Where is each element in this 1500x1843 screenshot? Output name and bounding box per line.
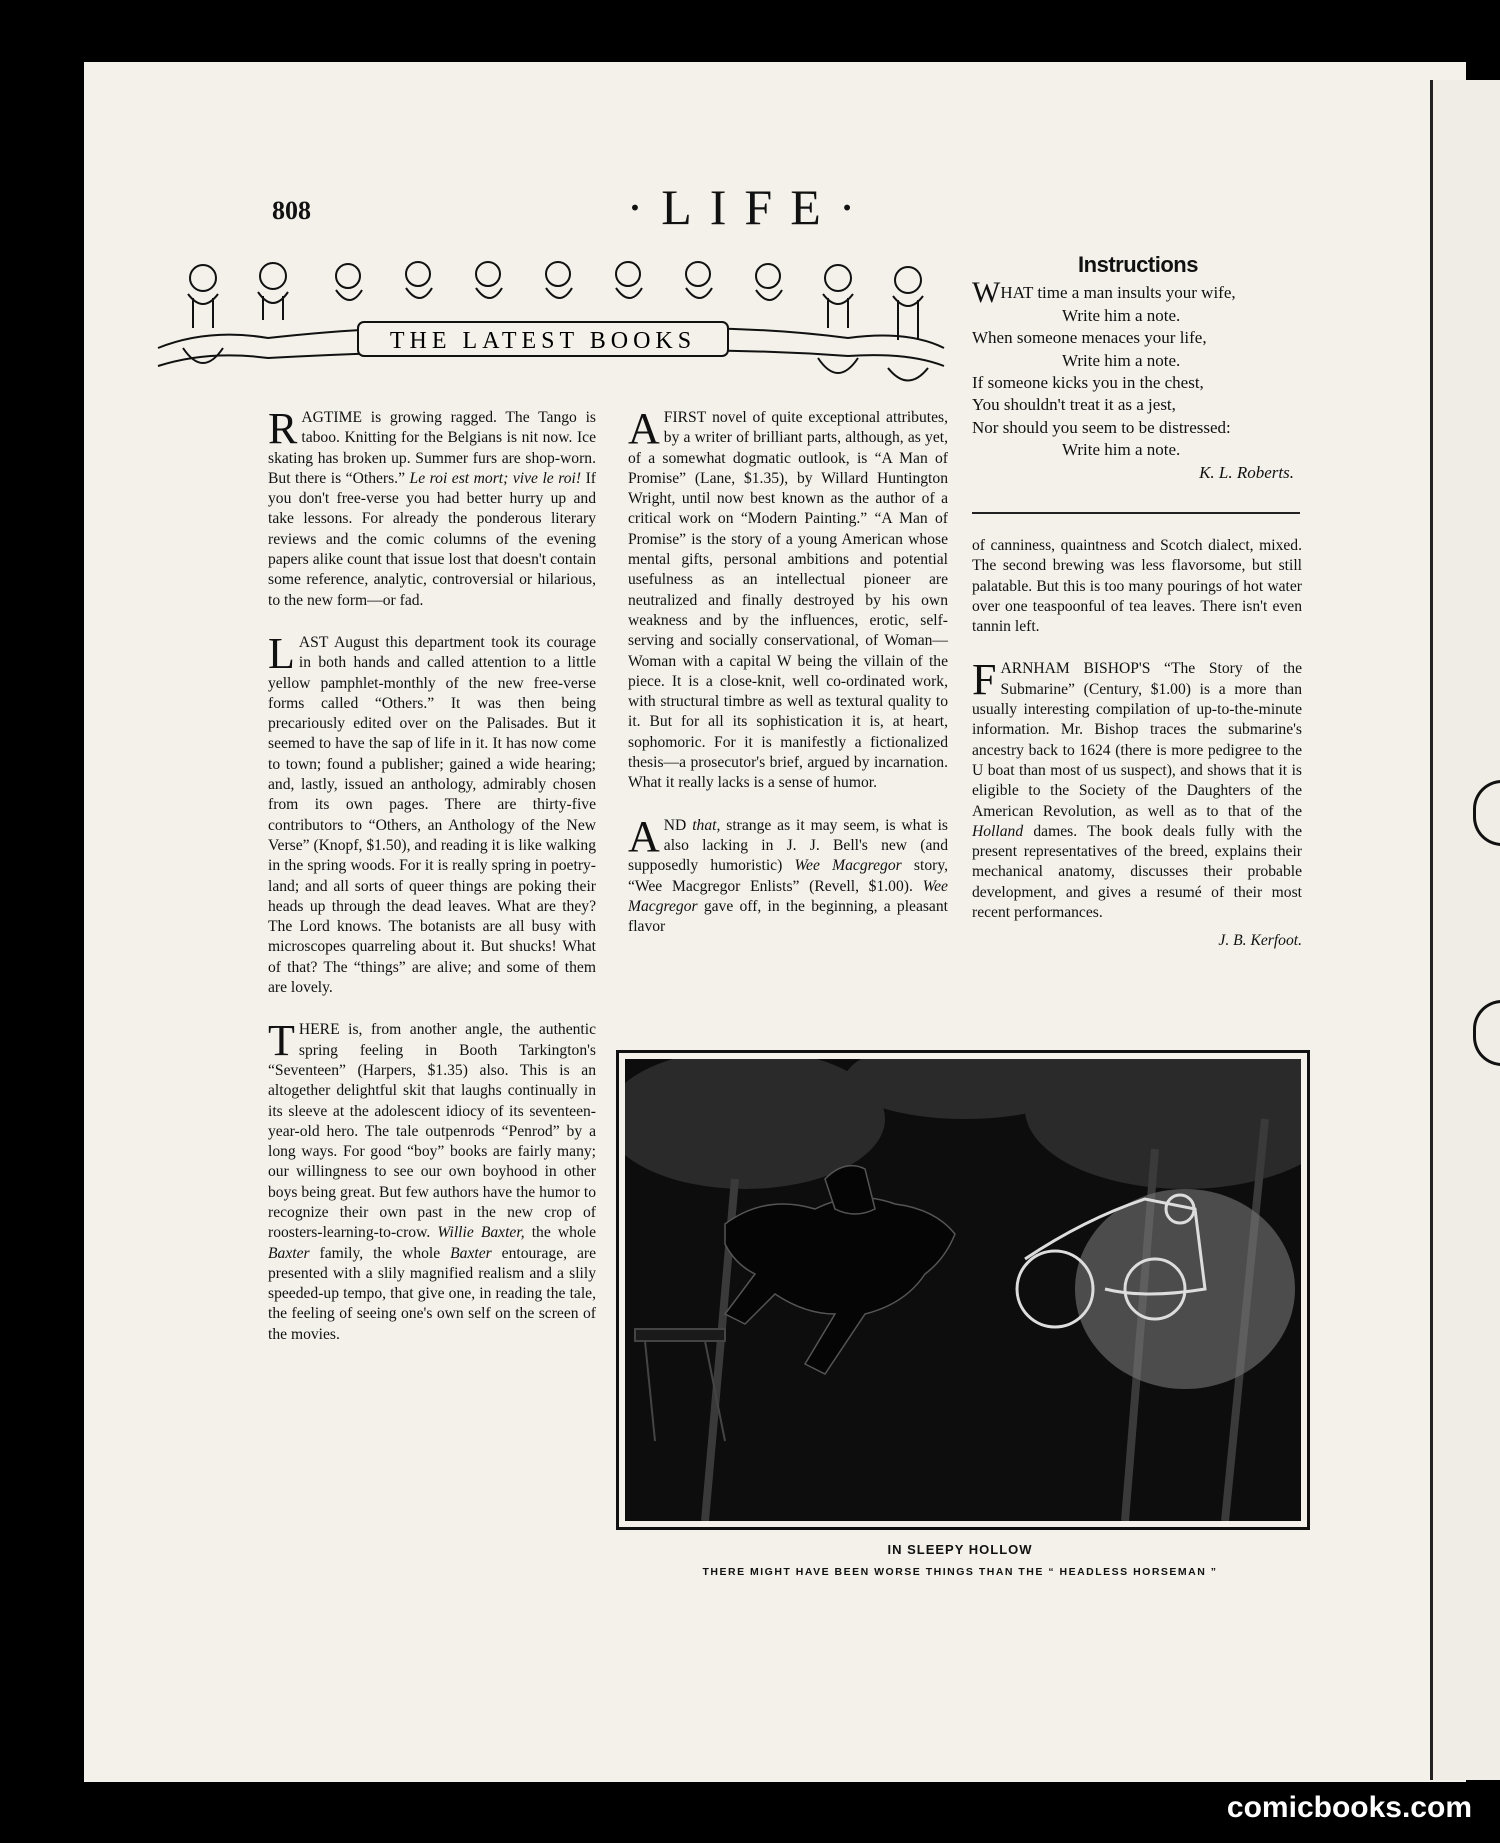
review-signature: J. B. Kerfoot. [1218,932,1302,950]
ornament-mark [1473,780,1500,846]
illustration-caption-title: IN SLEEPY HOLLOW [887,1542,1033,1557]
poem-line: Write him a note. [1062,350,1181,370]
watermark-link[interactable]: comicbooks.com [1226,1791,1472,1824]
drop-cap: F [972,655,997,705]
latest-books-banner [148,258,954,394]
poem-instructions [972,254,1304,484]
illustration-sleepy-hollow [616,1050,1310,1530]
poem-line: Write him a note. [1062,440,1181,460]
drop-cap: T [268,1016,295,1066]
masthead-title: ·LIFE· [626,179,874,235]
drop-cap: A [628,404,660,453]
column-1 [268,404,597,1367]
poem-author: K. L. Roberts. [1199,462,1294,482]
headless-horseman-image [625,1059,1301,1521]
adjacent-page-edge [1430,80,1500,1780]
poem-line: You shouldn't treat it as a jest, [972,395,1176,415]
poem-line: Nor should you seem to be distressed: [972,417,1231,437]
paragraph-canniness: of canniness, quaintness and Scotch dialect, mixed. The second brewing was less flavorsome, but still palatable. But this is too many pourings of hot water over one teaspoonful of tea leaves. There isn't even tannin left. [972,537,1302,636]
paragraph-others: LAST August this department took its courage in both hands and called attention to a little yellow pamphlet-monthly of the new free-verse forms called “Others.” It was then being precariously edited over on the Palisades. But it seemed to have the sap of life in it. It has now come to town; found a publisher; gained a wide hearing; and, lastly, issued an anthology, admirably chosen from its own pages. There are thirty-five contributors to “Others, an Anthology of the New Verse” (Knopf, $1.50), and reading it is like walking in the spring woods. For it is really spring in poetry-land; and all sorts of queer things are poking their heads up through the dead leaves. What are they? The Lord knows. The botanists are all busy with microscopes quarreling about it. But shucks! What of that? The “things” are alive; and some of them are lovely. [268,628,596,997]
poem-line: If someone kicks you in the chest, [972,373,1204,393]
page-number: 808 [272,196,311,225]
drop-cap: L [268,628,295,678]
poem-line: When someone menaces your life, [972,328,1207,348]
drop-cap: A [628,811,660,861]
column-2 [628,404,949,959]
column-3 [972,536,1302,952]
paragraph-man-of-promise: AFIRST novel of quite exceptional attributes, by a writer of brilliant parts, although, as yet, of a somewhat dogmatic outlook, is “A Man of Promise” (Lane, $1.35), by Willard Huntington Wright, until now best known as the author of a critical work on “Modern Painting.” “A Man of Promise” is the story of a young American whose mental gifts, personal ambitions and potential usefulness as an intellectual pioneer are neutralized and finally destroyed by his own weakness and by the influences, erotic, self-serving and socially conservational, of Woman—Woman with a capital W being the villain of the piece. It is a close-knit, well co-ordinated work, with structural timbre as well as textural quality to it. But for all its sophistication it is, at heart, sophomoric. For it is manifestly a fictionalized thesis—a prosecutor's brief, argued by incarnation. What it really lacks is a sense of humor. [628,404,948,792]
banner-title: THE LATEST BOOKS [389,328,697,354]
drop-cap: R [268,404,298,453]
divider-rule [972,512,1300,514]
paragraph-submarine: FARNHAM BISHOP'S “The Story of the Submarine” (Century, $1.00) is a more than usually interesting compilation of up-to-the-minute information. Mr. Bishop traces the submarine's ancestry back to 1624 (there is more pedigree to the U boat than most of us suspect), and shows that it is eligible to the Society of the Daughters of the American Revolution, as well as to that of the Holland dames. The book deals fully with the present representatives of the breed, explains their mechanical anatomy, discusses their probable development, and gives a resumé of their most recent performances. [972,655,1302,922]
poem-line: WHAT time a man insults your wife, [972,276,1236,310]
illustration-caption-subtitle: THERE MIGHT HAVE BEEN WORSE THINGS THAN THE “ HEADLESS HORSEMAN ” [702,1566,1218,1578]
poem-line: Write him a note. [1062,305,1181,325]
paragraph-ragtime: RAGTIME is growing ragged. The Tango is taboo. Knitting for the Belgians is nit now. Ice skating has broken up. Summer furs are shop-worn. But there is “Others.” Le roi est mort; vive le roi! If you don't free-verse you had better hurry up and take lessons. For already the ponderous literary reviews and the comic columns of the evening papers alike count that issue lost that doesn't contain some reference, analytic, controversial or hilarious, to the new form—or fad. [268,404,596,609]
paragraph-seventeen: THERE is, from another angle, the authentic spring feeling in Booth Tarkington's “Seventeen” (Harpers, $1.35) also. This is an altogether delightful skit that laughs continually in its sleeve at the adolescent idiocy of its seventeen-year-old hero. The tale outpenrods “Penrod” by a long ways. For good “boy” books are fairly many; our willingness to see our own boyhood in other boys being great. But few authors have the humor to recognize their own past in the new crop of roosters-learning-to-crow. Willie Baxter, the whole Baxter family, the whole Baxter entourage, are presented with a slily magnified realism and a slily speeded-up tempo, that give one, in reading the tale, the feeling of seeing one's own self on the screen of the movies. [268,1016,597,1343]
paragraph-wee-macgregor: AND that, strange as it may seem, is what is also lacking in J. J. Bell's new (and supposedly humoristic) Wee Macgregor story, “Wee Macgregor Enlists” (Revell, $1.00). Wee Macgregor gave off, in the beginning, a pleasant flavor [628,811,949,936]
ornament-mark [1473,1000,1500,1066]
poem-title: Instructions [1078,252,1198,277]
